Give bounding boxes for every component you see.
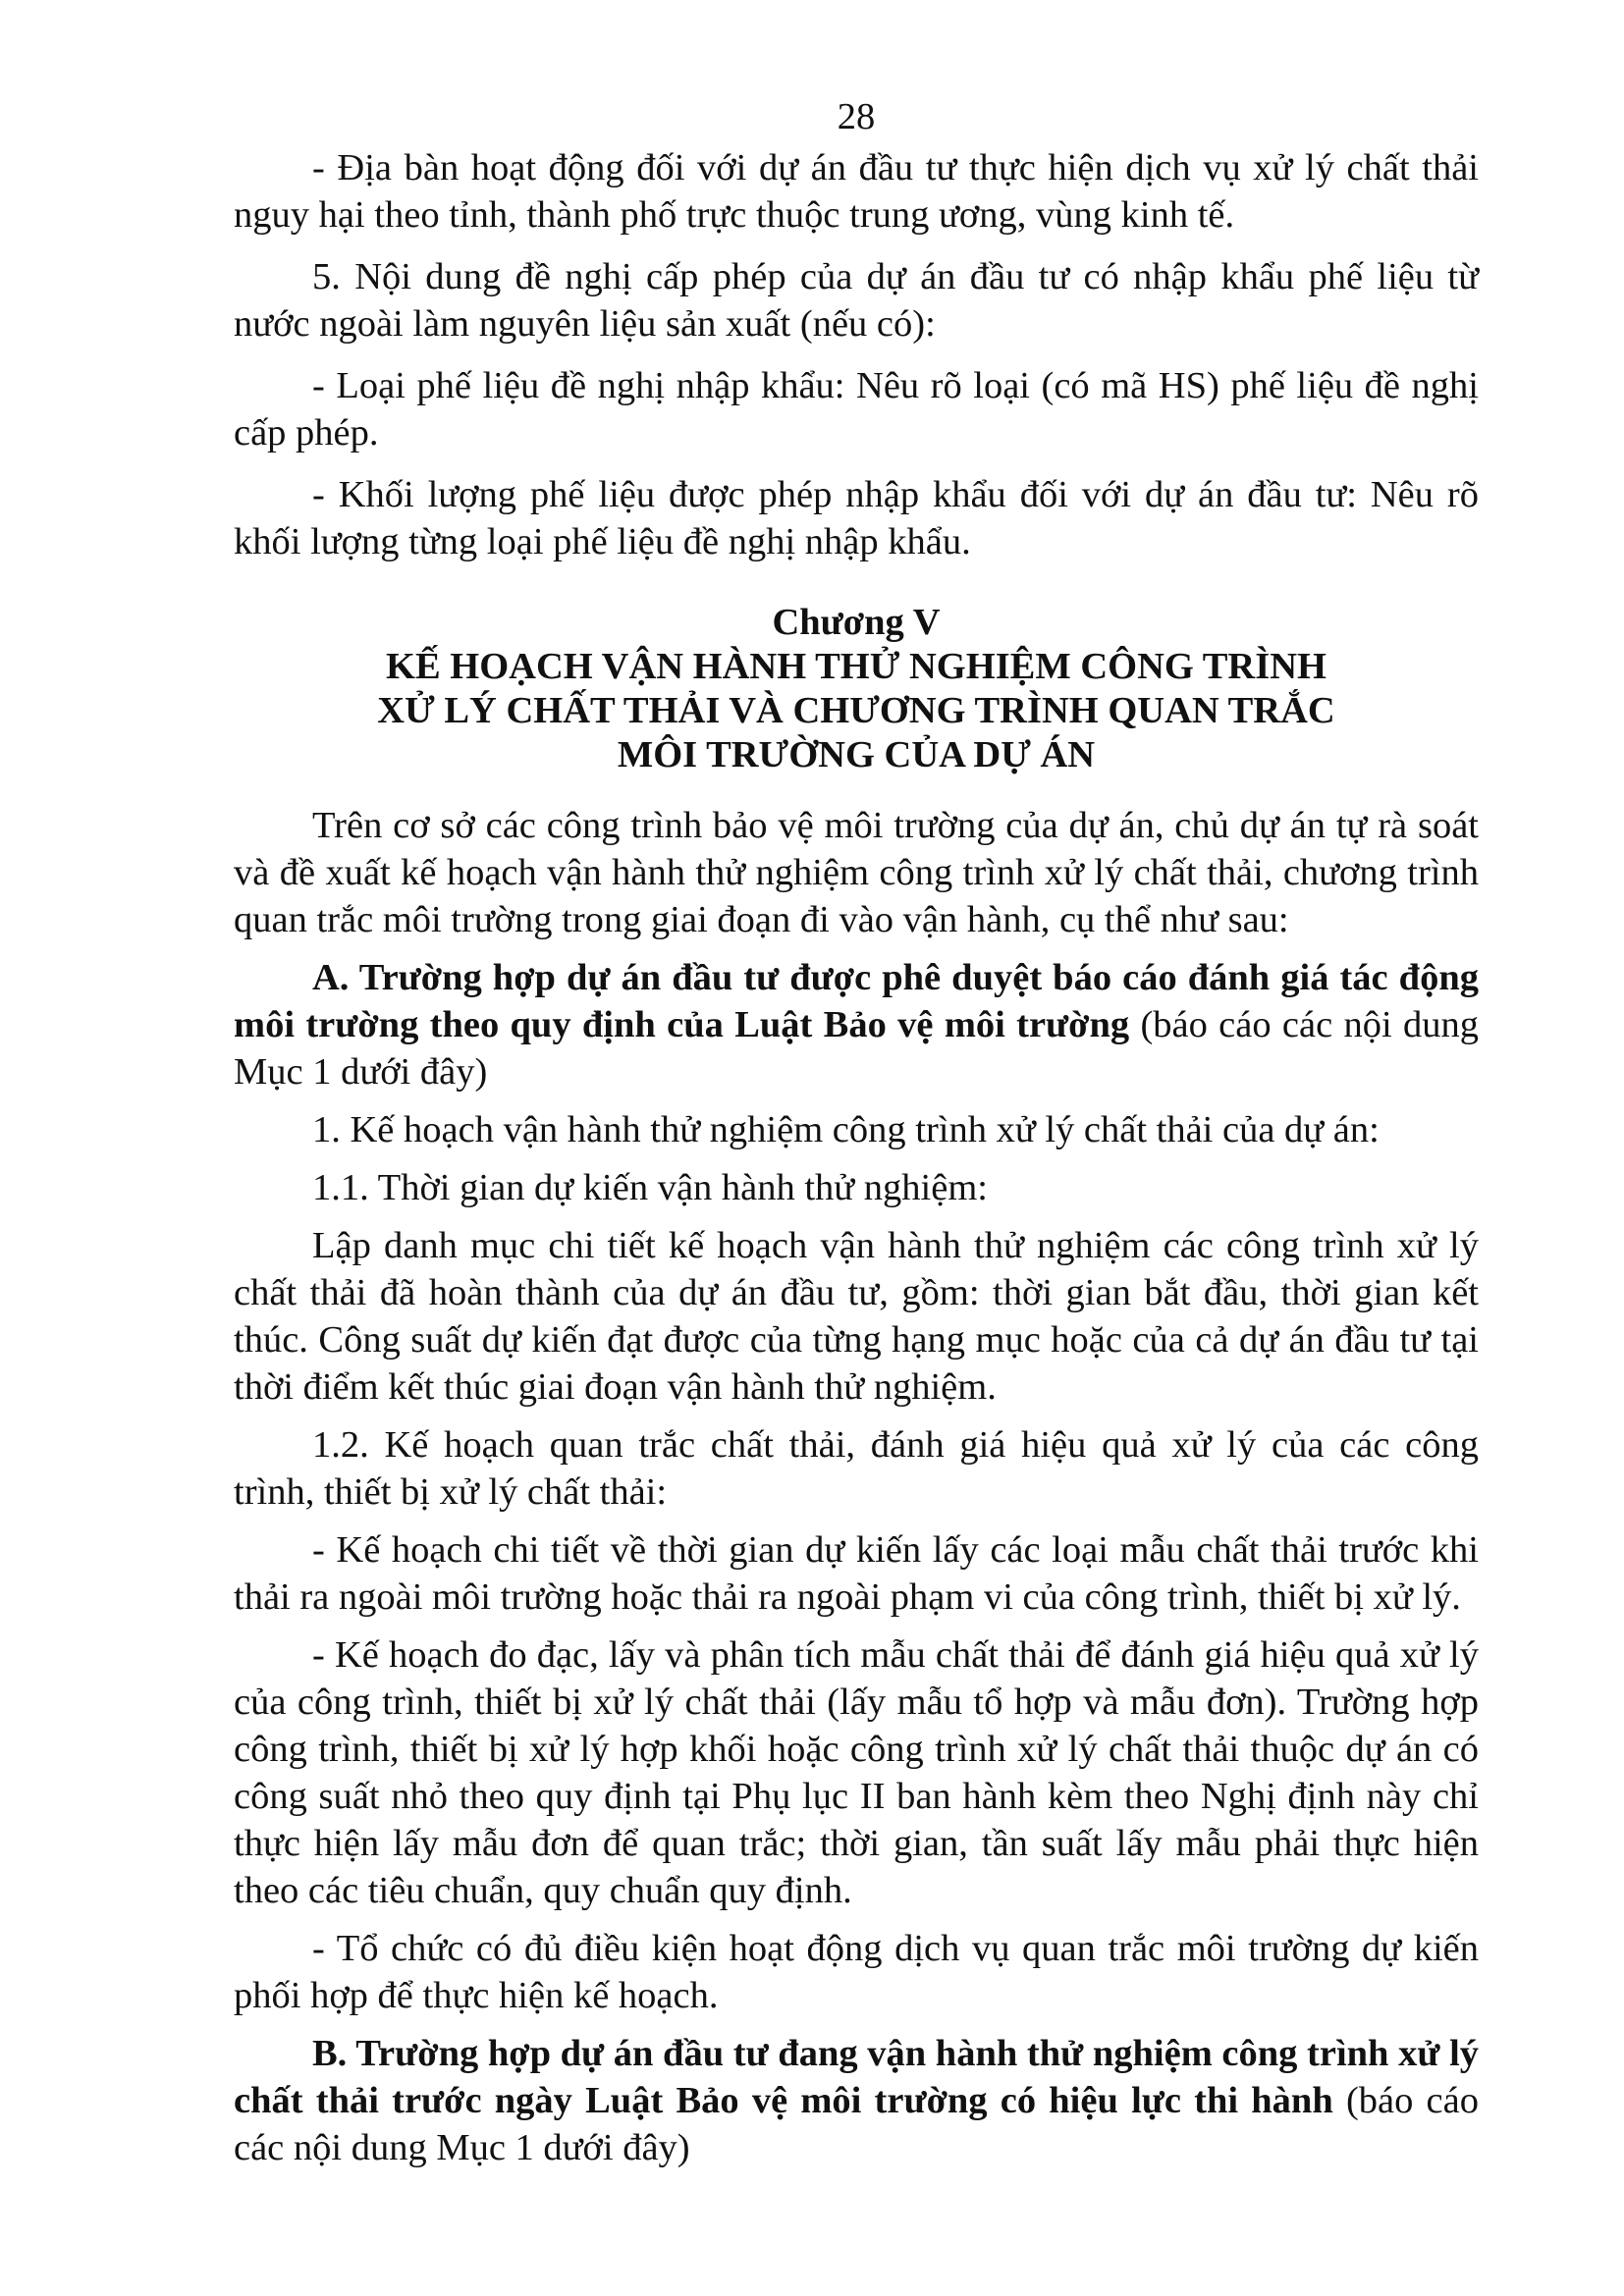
section-a-bold-text: A. Trường hợp dự án đầu tư được phê duyệt báo cáo đánh giá tác động môi trường theo quy định của Luật Bảo vệ môi trường [234, 957, 1479, 1045]
paragraph-sampling-plan: - Kế hoạch đo đạc, lấy và phân tích mẫu chất thải để đánh giá hiệu quả xử lý của công trình, thiết bị xử lý chất thải (lấy mẫu tổ hợp và mẫu đơn). Trường hợp công trình, thiết bị xử lý hợp khối hoặc công trình xử lý chất thải thuộc dự án có công suất nhỏ theo quy định tại Phụ lục II ban hành kèm theo Nghị định này chỉ thực hiện lấy mẫu đơn để quan trắc; thời gian, tần suất lấy mẫu phải thực hiện theo các tiêu chuẩn, quy chuẩn quy định. [234, 1634, 1479, 1911]
chapter-title-line-2: XỬ LÝ CHẤT THẢI VÀ CHƯƠNG TRÌNH QUAN TRẮC [377, 690, 1335, 731]
document-page [234, 93, 1479, 2182]
page-number: 28 [837, 96, 876, 137]
paragraph-monitoring-organization: - Tổ chức có đủ điều kiện hoạt động dịch vụ quan trắc môi trường dự kiến phối hợp để thực hiện kế hoạch. [234, 1928, 1479, 2016]
section-a-note: (báo cáo các nội dung Mục 1 dưới đây) [234, 1004, 1479, 1093]
paragraph-item-1: 1. Kế hoạch vận hành thử nghiệm công trình xử lý chất thải của dự án: [312, 1109, 1380, 1150]
chapter-title-line-1: KẾ HOẠCH VẬN HÀNH THỬ NGHIỆM CÔNG TRÌNH [386, 646, 1326, 687]
paragraph-scrap-volume: - Khối lượng phế liệu được phép nhập khẩu đối với dự án đầu tư: Nêu rõ khối lượng từng loại phế liệu đề nghị nhập khẩu. [234, 474, 1479, 562]
section-b-bold-text: B. Trường hợp dự án đầu tư đang vận hành thử nghiệm công trình xử lý chất thải trước ngày Luật Bảo vệ môi trường có hiệu lực thi hành [234, 2033, 1480, 2121]
paragraph-item-1-1: 1.1. Thời gian dự kiến vận hành thử nghiệm: [312, 1167, 988, 1208]
chapter-title-line-3: MÔI TRƯỜNG CỦA DỰ ÁN [617, 734, 1096, 775]
paragraph-scrap-type: - Loại phế liệu đề nghị nhập khẩu: Nêu rõ loại (có mã HS) phế liệu đề nghị cấp phép. [234, 365, 1479, 454]
paragraph-trial-list: Lập danh mục chi tiết kế hoạch vận hành thử nghiệm các công trình xử lý chất thải đã hoàn thành của dự án đầu tư, gồm: thời gian bắt đầu, thời gian kết thúc. Công suất dự kiến đạt được của từng hạng mục hoặc của cả dự án đầu tư tại thời điểm kết thúc giai đoạn vận hành thử nghiệm. [234, 1225, 1479, 1408]
paragraph-sampling-schedule: - Kế hoạch chi tiết về thời gian dự kiến lấy các loại mẫu chất thải trước khi thải ra ngoài môi trường hoặc thải ra ngoài phạm vi của công trình, thiết bị xử lý. [234, 1529, 1479, 1618]
section-b-heading [234, 2030, 1479, 2171]
section-b-note: (báo cáo các nội dung Mục 1 dưới đây) [234, 2080, 1479, 2168]
paragraph-area-of-operation: - Địa bàn hoạt động đối với dự án đầu tư thực hiện dịch vụ xử lý chất thải nguy hại theo tỉnh, thành phố trực thuộc trung ương, vùng kinh tế. [234, 147, 1479, 236]
section-a-heading [234, 954, 1479, 1095]
paragraph-item-5-scrap-import: 5. Nội dung đề nghị cấp phép của dự án đầu tư có nhập khẩu phế liệu từ nước ngoài làm nguyên liệu sản xuất (nếu có): [234, 256, 1479, 345]
chapter-label: Chương V [772, 602, 941, 643]
paragraph-item-1-2: 1.2. Kế hoạch quan trắc chất thải, đánh giá hiệu quả xử lý của các công trình, thiết bị xử lý chất thải: [234, 1424, 1479, 1513]
chapter-heading [234, 601, 1479, 777]
paragraph-intro: Trên cơ sở các công trình bảo vệ môi trường của dự án, chủ dự án tự rà soát và đề xuất kế hoạch vận hành thử nghiệm công trình xử lý chất thải, chương trình quan trắc môi trường trong giai đoạn đi vào vận hành, cụ thể như sau: [234, 805, 1479, 940]
